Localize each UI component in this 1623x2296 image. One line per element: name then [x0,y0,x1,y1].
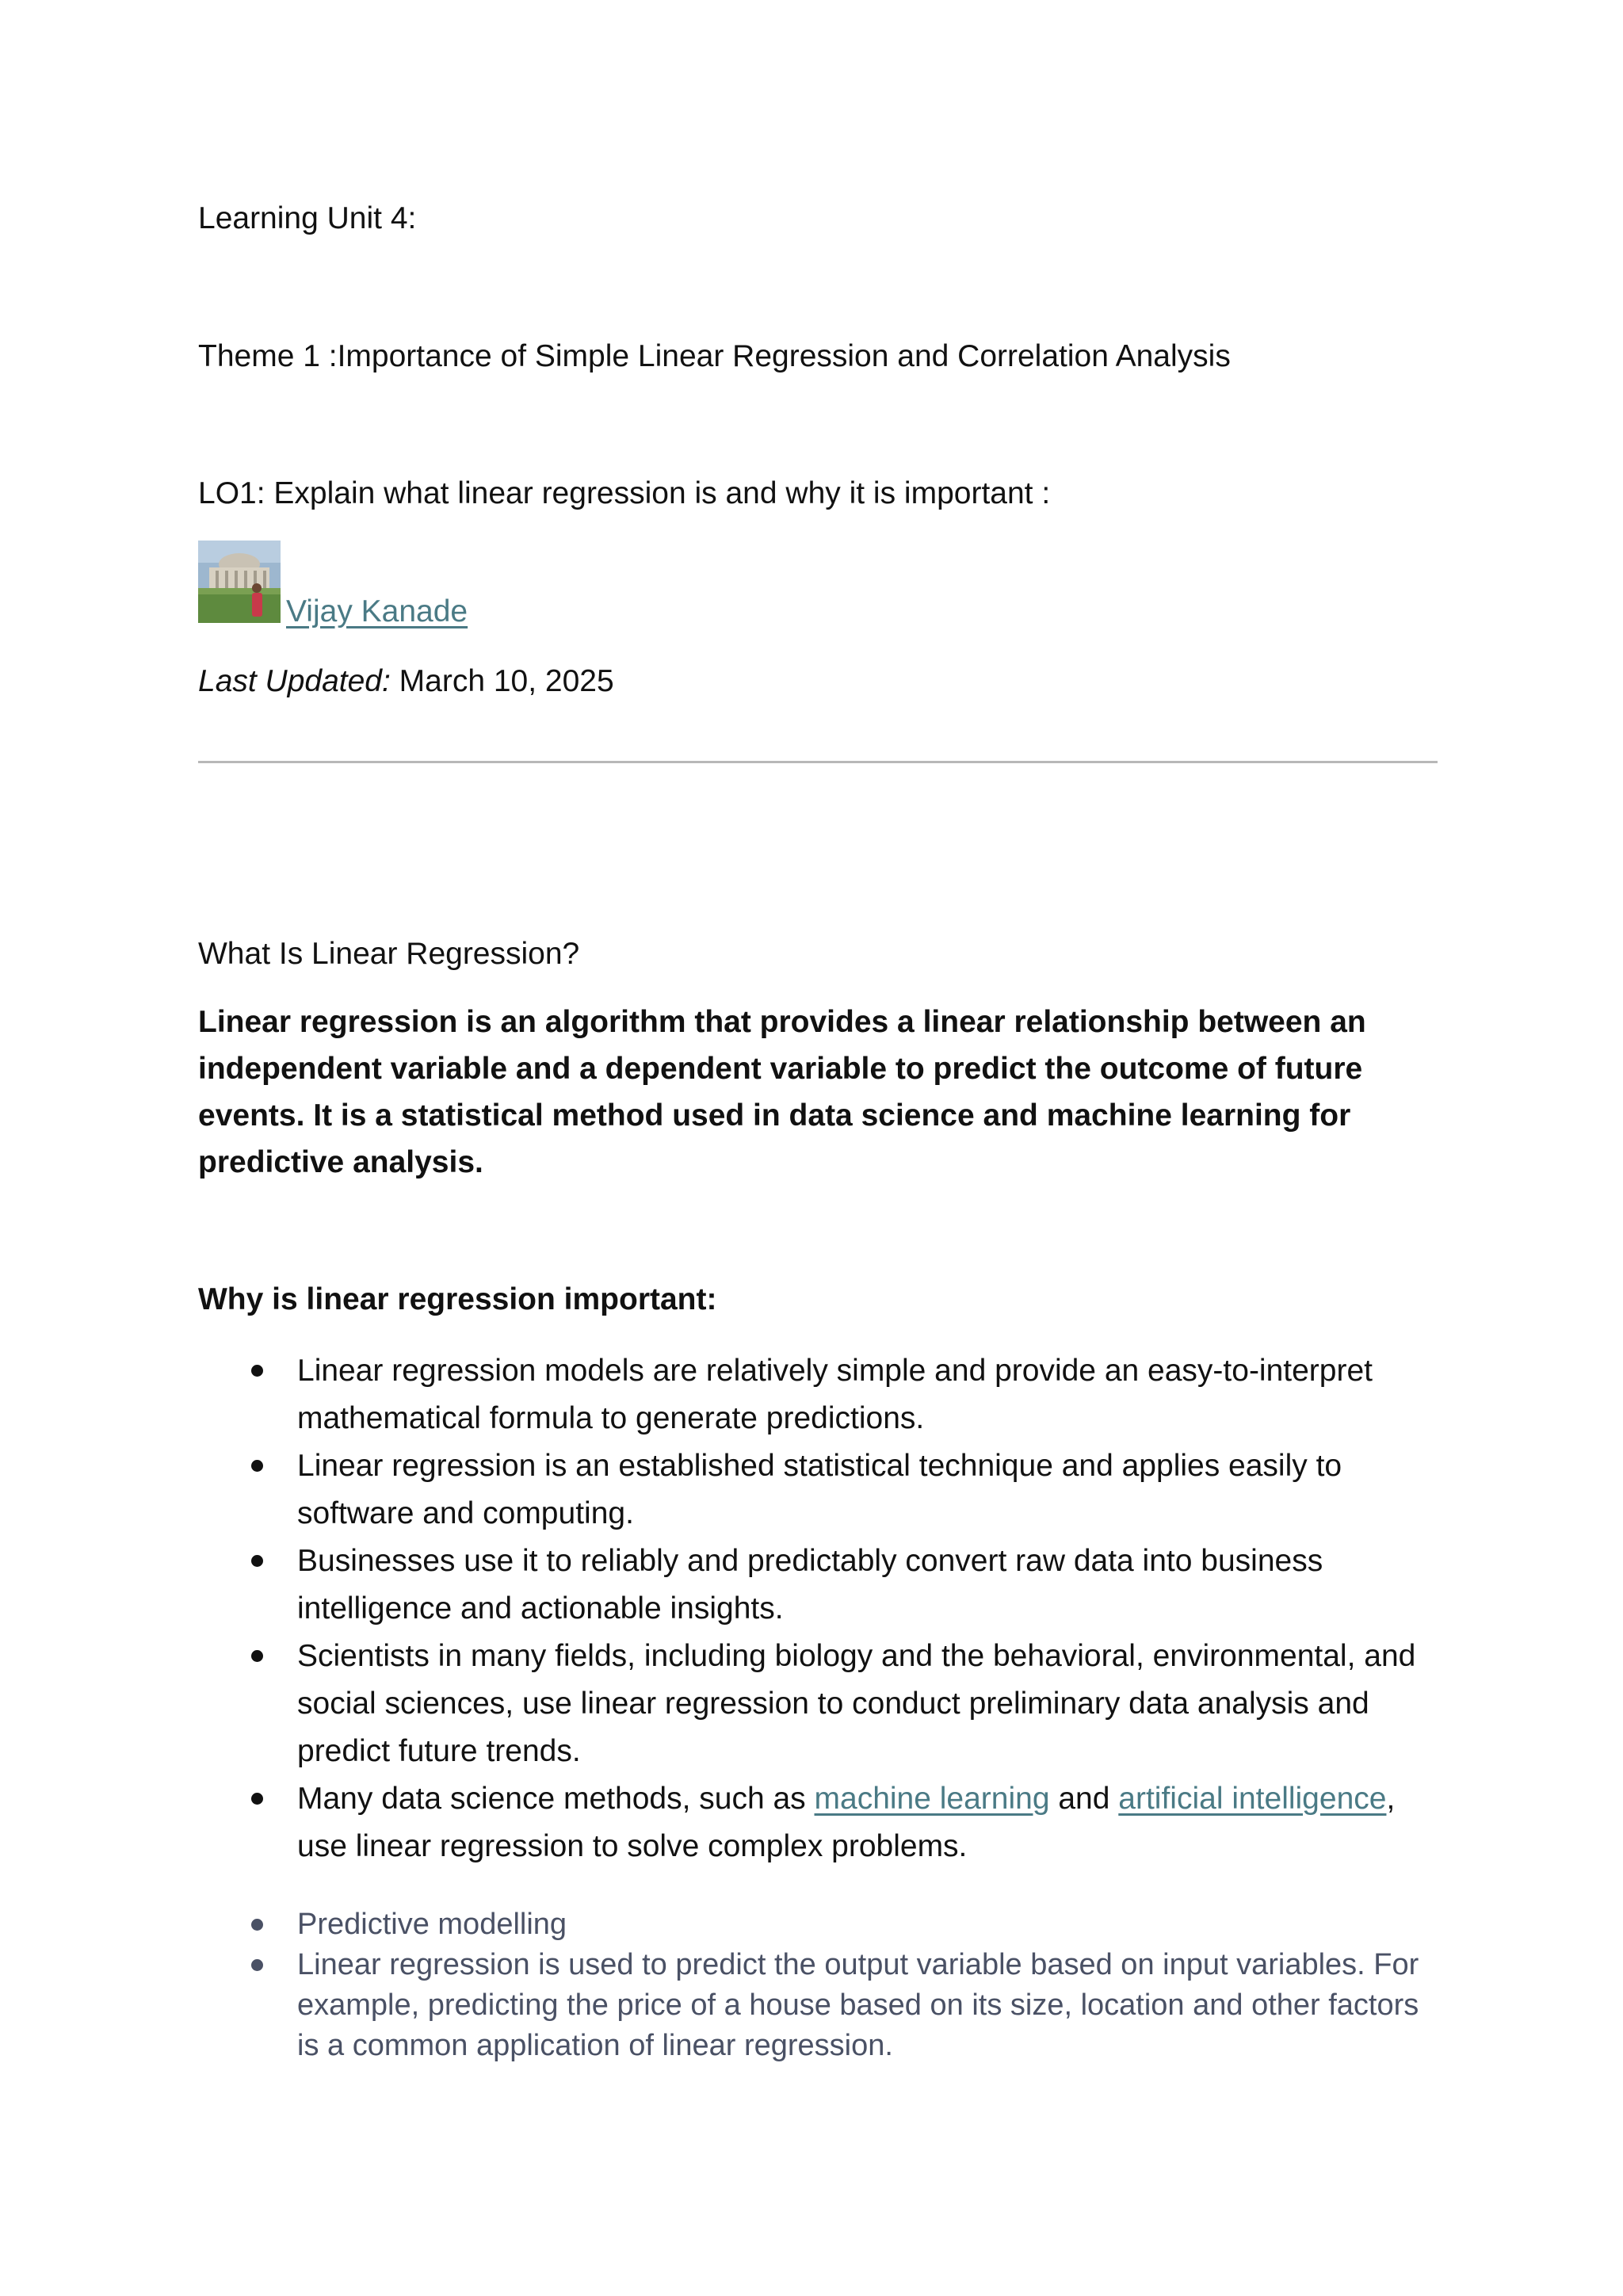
bullet-icon [251,1919,263,1931]
list-item: Linear regression is used to predict the output variable based on input variables. For example, predicting the price of a house based on its size, location and other factors is a common application of linear regression. [198,1945,1442,2066]
last-updated-label: Last Updated: [198,664,391,698]
learning-unit-heading: Learning Unit 4: [198,201,417,235]
bullet-icon [251,1793,263,1805]
list-item: Businesses use it to reliably and predictably convert raw data into business intelligence and actionable insights. [198,1538,1442,1633]
definition-paragraph: Linear regression is an algorithm that provides a linear relationship between an independent variable and a dependent variable to predict the outcome of future events. It is a statistical method used in data science and machine learning for predictive analysis. [198,1005,1366,1179]
bullet-icon [251,1555,263,1567]
author-photo-icon [198,541,281,623]
list-item: Scientists in many fields, including biology and the behavioral, environmental, and social sciences, use linear regression to conduct preliminary data analysis and predict future trends. [198,1633,1442,1775]
list-item: Linear regression models are relatively simple and provide an easy-to-interpret mathematical formula to generate predictions. [198,1347,1442,1442]
last-updated-line [198,658,614,705]
author-name-link[interactable] [286,588,468,635]
bullet-icon [251,1460,263,1472]
list-item: Linear regression is an established statistical technique and applies easily to software and computing. [198,1442,1442,1538]
section-title: What Is Linear Regression? [198,937,580,971]
bullet-icon [251,1959,263,1971]
machine-learning-link[interactable]: machine learning [814,1782,1050,1816]
why-heading: Why is linear regression important: [198,1282,717,1316]
bullet-icon [251,1650,263,1662]
list-item: Many data science methods, such as machine learning and artificial intelligence, use linear regression to solve complex problems. [198,1775,1442,1870]
theme-heading: Theme 1 :Importance of Simple Linear Regression and Correlation Analysis [198,339,1231,373]
author-avatar[interactable] [198,541,281,623]
author-name[interactable]: Vijay Kanade [286,594,468,628]
last-updated-date: March 10, 2025 [390,664,614,698]
secondary-list [198,1904,1442,2066]
artificial-intelligence-link[interactable]: artificial intelligence [1118,1782,1387,1816]
list-item: Predictive modelling [198,1904,1442,1945]
learning-objective: LO1: Explain what linear regression is and why it is important : [198,476,1051,510]
importance-list [198,1347,1442,1870]
horizontal-divider [198,761,1438,763]
bullet-icon [251,1365,263,1377]
